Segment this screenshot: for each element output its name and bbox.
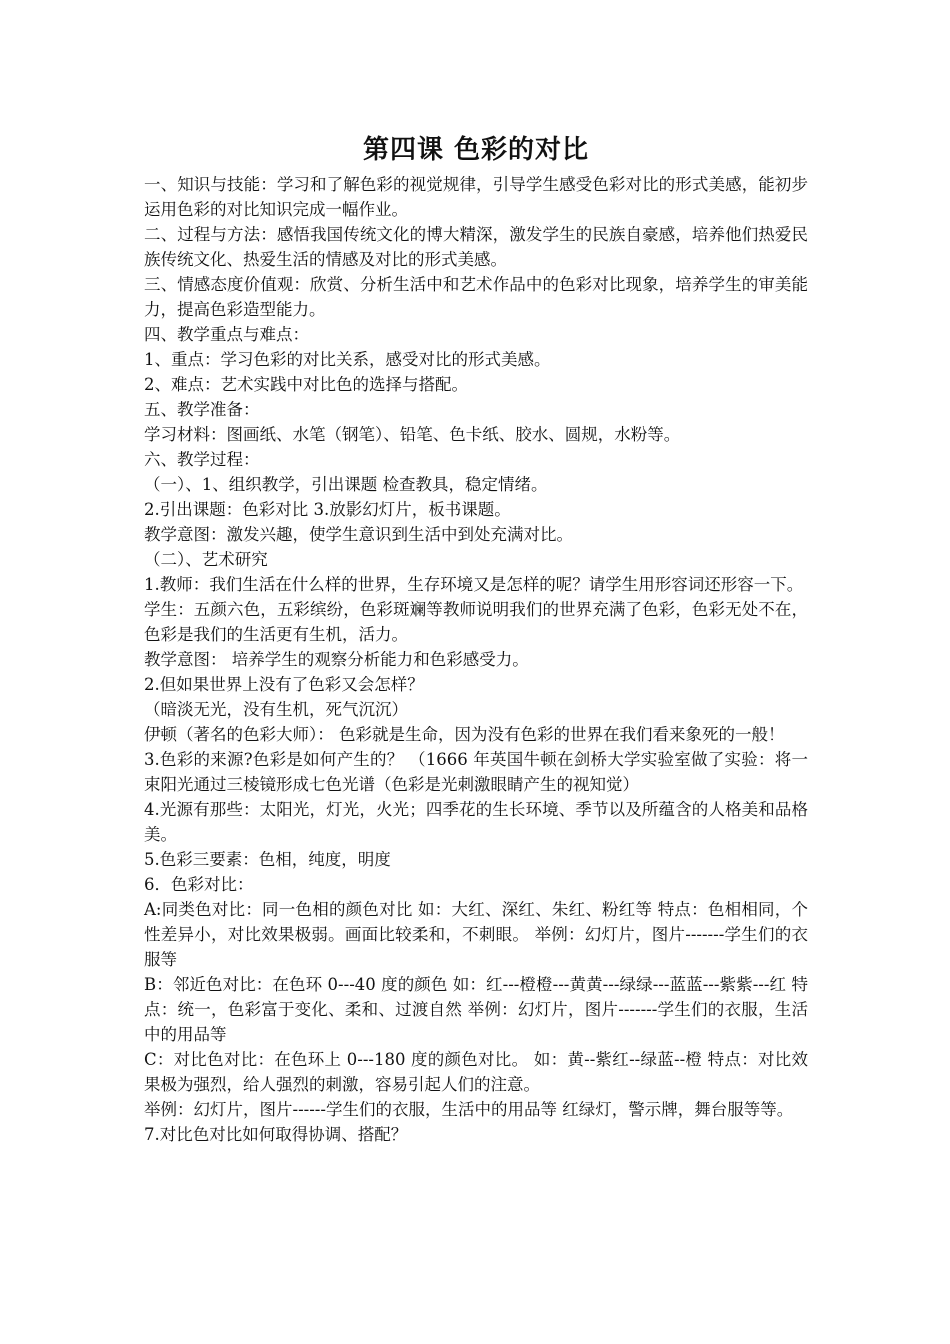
paragraph: 4.光源有那些：太阳光，灯光，火光；四季花的生长环境、季节以及所蕴含的人格美和品格美。 <box>144 800 808 844</box>
paragraph: B：邻近色对比：在色环 0---40 度的颜色 如：红---橙橙---黄黄---绿绿---蓝蓝---紫紫---红 特点：统一，色彩富于变化、柔和、过渡自然 举例：幻灯片，图片-------学生们的衣服，生活中的用品等 <box>144 975 808 1044</box>
paragraph: 5.色彩三要素：色相，纯度，明度 <box>144 850 391 869</box>
paragraph: 一、知识与技能：学习和了解色彩的视觉规律，引导学生感受色彩对比的形式美感，能初步运用色彩的对比知识完成一幅作业。 <box>144 175 808 219</box>
paragraph: （暗淡无光，没有生机，死气沉沉） <box>144 700 408 719</box>
paragraph: 学生：五颜六色，五彩缤纷，色彩斑斓等教师说明我们的世界充满了色彩，色彩无处不在，色彩是我们的生活更有生机，活力。 <box>144 600 808 644</box>
paragraph: 6．色彩对比： <box>144 875 254 894</box>
section-heading: 六、教学过程： <box>144 450 260 469</box>
paragraph: 教学意图： 培养学生的观察分析能力和色彩感受力。 <box>144 650 529 669</box>
page-title: 第四课 色彩的对比 <box>362 135 590 165</box>
paragraph: 1、重点：学习色彩的对比关系，感受对比的形式美感。 <box>144 350 551 369</box>
paragraph: 2.引出课题：色彩对比 3.放影幻灯片，板书课题。 <box>144 500 511 519</box>
paragraph: 1.教师：我们生活在什么样的世界，生存环境又是怎样的呢？请学生用形容词还形容一下。 <box>144 575 804 594</box>
paragraph: 2、难点：艺术实践中对比色的选择与搭配。 <box>144 375 468 394</box>
section-heading: （二）、艺术研究 <box>144 550 268 569</box>
paragraph: 7.对比色对比如何取得协调、搭配？ <box>144 1125 408 1144</box>
paragraph: （一）、1、组织教学，引出课题 检查教具，稳定情绪。 <box>144 475 548 494</box>
section-heading: 四、教学重点与难点： <box>144 325 309 344</box>
paragraph: 三、情感态度价值观：欣赏、分析生活中和艺术作品中的色彩对比现象，培养学生的审美能力，提高色彩造型能力。 <box>144 275 808 319</box>
paragraph: 伊顿（著名的色彩大师）： 色彩就是生命，因为没有色彩的世界在我们看来象死的一般！ <box>144 725 785 744</box>
paragraph: 3.色彩的来源?色彩是如何产生的？ （1666 年英国牛顿在剑桥大学实验室做了实验：将一束阳光通过三棱镜形成七色光谱（色彩是光刺激眼睛产生的视知觉） <box>144 750 808 794</box>
document-body <box>144 172 808 1147</box>
paragraph: A:同类色对比：同一色相的颜色对比 如：大红、深红、朱红、粉红等 特点：色相相同，个性差异小，对比效果极弱。画面比较柔和，不刺眼。 举例：幻灯片，图片-------学生们的衣服等 <box>144 900 808 969</box>
paragraph: 教学意图：激发兴趣，使学生意识到生活中到处充满对比。 <box>144 525 573 544</box>
paragraph: 二、过程与方法：感悟我国传统文化的博大精深，激发学生的民族自豪感，培养他们热爱民族传统文化、热爱生活的情感及对比的形式美感。 <box>144 225 808 269</box>
paragraph: 学习材料：图画纸、水笔（钢笔）、铅笔、色卡纸、胶水、圆规，水粉等。 <box>144 425 681 444</box>
paragraph: 举例：幻灯片，图片------学生们的衣服，生活中的用品等 红绿灯，警示牌，舞台服等等。 <box>144 1100 794 1119</box>
paragraph: 2.但如果世界上没有了色彩又会怎样？ <box>144 675 424 694</box>
paragraph: C：对比色对比：在色环上 0---180 度的颜色对比。 如：黄--紫红--绿蓝--橙 特点：对比效果极为强烈，给人强烈的刺激，容易引起人们的注意。 <box>144 1050 808 1094</box>
section-heading: 五、教学准备： <box>144 400 260 419</box>
